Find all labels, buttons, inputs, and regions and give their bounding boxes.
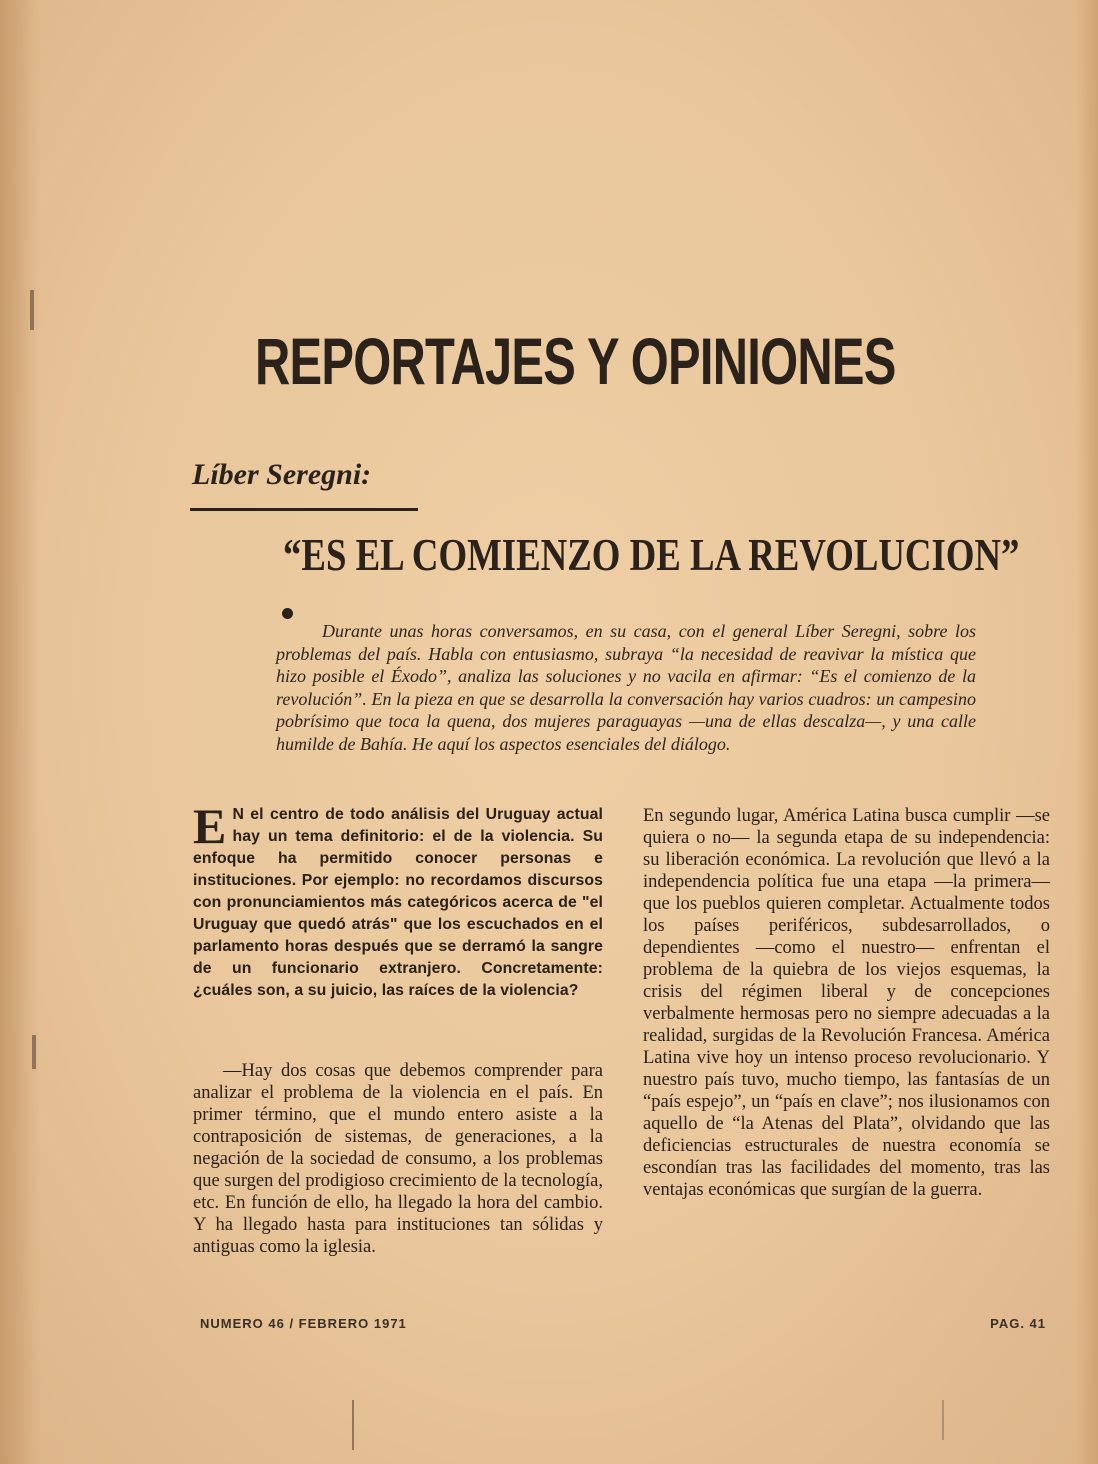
answer-right-column: En segundo lugar, América Latina busca cumplir —se quiera o no— la segunda etapa de su independencia: su liberación económica. La revolución que llevó a la independencia política fue una etapa —la primera— que los pueblos quieren completar. Actualmente todos los países periféricos, subdesarrollados, o dependientes —como el nuestro— enfrentan el problema de la quiebra de los viejos esquemas, la crisis del régimen liberal y de concepciones verbalmente hermosas pero no siempre adecuadas a la realidad, surgidas de la Revolución Francesa. América Latina vive hoy un intenso proceso revolucionario. Y nuestro país tuvo, mucho tiempo, las fantasías de un “país espejo”, un “país en clave”; nos ilusionamos con aquello de “la Atenas del Plata”, olvidando que las deficiencias estructurales de nuestra economía se escondían tras las facilidades del momento, tras las ventajas económicas que surgían de la guerra. bbox=[643, 806, 1050, 1200]
scan-mark bbox=[942, 1400, 944, 1440]
section-title: REPORTAJES Y OPINIONES bbox=[255, 324, 896, 398]
article-headline: “ES EL COMIENZO DE LA REVOLUCION” bbox=[283, 529, 1020, 580]
answer-left-column: —Hay dos cosas que debemos comprender para analizar el problema de la violencia en el país. En primer término, que el mundo entero asiste a la contraposición de sistemas, de generaciones, a la negación de la sociedad de consumo, a los problemas que surgen del prodigioso crecimiento de la tecnología, etc. En función de ello, ha llegado la hora del cambio. Y ha llegado hasta para instituciones tan sólidas y antiguas como la iglesia. bbox=[193, 1061, 603, 1257]
scan-mark bbox=[32, 1035, 36, 1069]
scan-mark bbox=[352, 1400, 354, 1450]
question-text: N el centro de todo análisis del Uruguay actual hay un tema definitorio: el de la violencia. Su enfoque ha permitido conocer personas e instituciones. Por ejemplo: no recordamos discursos con pronunciamientos más categóricos acerca de "el Uruguay que quedó atrás" que los escuchados en el parlamento horas después que se derramó la sangre de un funcionario extranjero. Concretamente: ¿cuáles son, a su juicio, las raíces de la violencia? bbox=[193, 806, 603, 999]
interview-question bbox=[193, 798, 603, 1002]
scan-mark bbox=[30, 290, 34, 330]
author-underline bbox=[190, 508, 418, 511]
drop-cap: E bbox=[193, 798, 227, 854]
issue-footer: NUMERO 46 / FEBRERO 1971 bbox=[200, 1316, 407, 1331]
article-lead: Durante unas horas conversamos, en su casa, con el general Líber Seregni, sobre los problemas del país. Habla con entusiasmo, subraya “la necesidad de reavivar la mística que hizo posible el Éxodo”, analiza las soluciones y no vacila en afirmar: “Es el comienzo de la revolución”. En la pieza en que se desarrolla la conversación hay varios cuadros: un campesino pobrísimo que toca la quena, dos mujeres paraguayas —una de ellas descalza—, y una calle humilde de Bahía. He aquí los aspectos esenciales del diálogo. bbox=[276, 621, 976, 754]
interviewee-name: Líber Seregni: bbox=[192, 458, 372, 491]
bullet-icon bbox=[282, 608, 293, 619]
page-number: PAG. 41 bbox=[990, 1316, 1046, 1331]
